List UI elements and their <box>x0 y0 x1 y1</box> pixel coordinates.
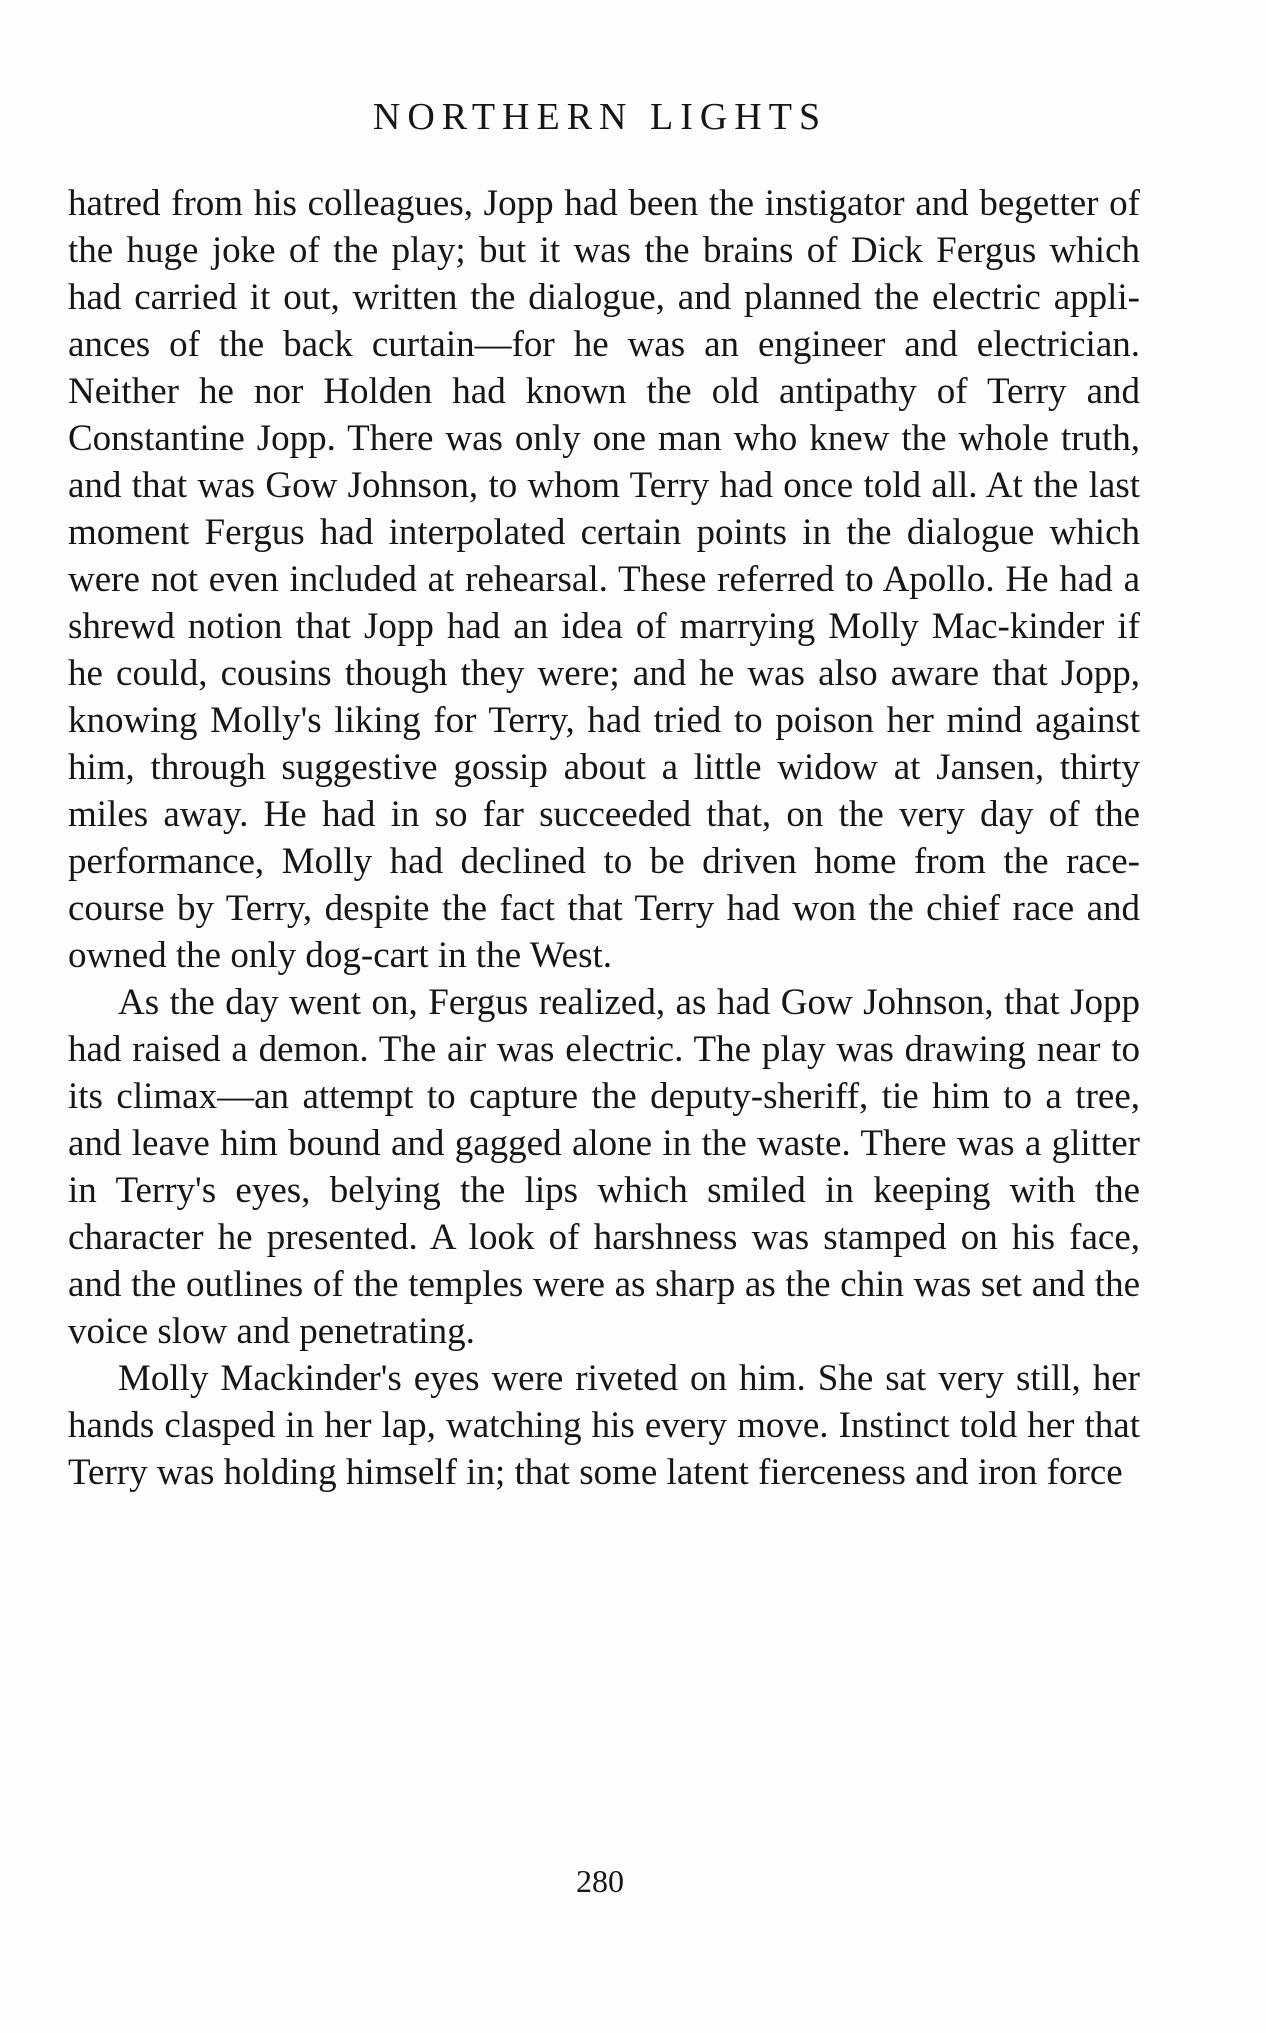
body-text <box>68 180 1140 1496</box>
running-head: NORTHERN LIGHTS <box>372 96 828 138</box>
paragraph-1: hatred from his colleagues, Jopp had been the instigator and begetter of the huge joke of the play; but it was the brains of Dick Fergus which had carried it out, written the dialogue, and planned the electric appli-ances of the back curtain—for he was an engineer and electrician. Neither he nor Holden had known the old antipathy of Terry and Constantine Jopp. There was only one man who knew the whole truth, and that was Gow Johnson, to whom Terry had once told all. At the last moment Fergus had interpolated certain points in the dialogue which were not even included at rehearsal. These referred to Apollo. He had a shrewd notion that Jopp had an idea of marrying Molly Mac-kinder if he could, cousins though they were; and he was also aware that Jopp, knowing Molly's liking for Terry, had tried to poison her mind against him, through suggestive gossip about a little widow at Jansen, thirty miles away. He had in so far succeeded that, on the very day of the performance, Molly had declined to be driven home from the race-course by Terry, despite the fact that Terry had won the chief race and owned the only dog-cart in the West. <box>68 183 1140 976</box>
page-number: 280 <box>576 1863 624 1899</box>
paragraph-3: Molly Mackinder's eyes were riveted on him. She sat very still, her hands clasped in her lap, watching his every move. Instinct told her that Terry was holding himself in; that some latent fierceness and iron force <box>68 1358 1140 1493</box>
paragraph-2: As the day went on, Fergus realized, as had Gow Johnson, that Jopp had raised a demon. The air was electric. The play was drawing near to its climax—an attempt to capture the deputy-sheriff, tie him to a tree, and leave him bound and gagged alone in the waste. There was a glitter in Terry's eyes, belying the lips which smiled in keeping with the character he presented. A look of harshness was stamped on his face, and the outlines of the temples were as sharp as the chin was set and the voice slow and penetrating. <box>68 982 1140 1352</box>
